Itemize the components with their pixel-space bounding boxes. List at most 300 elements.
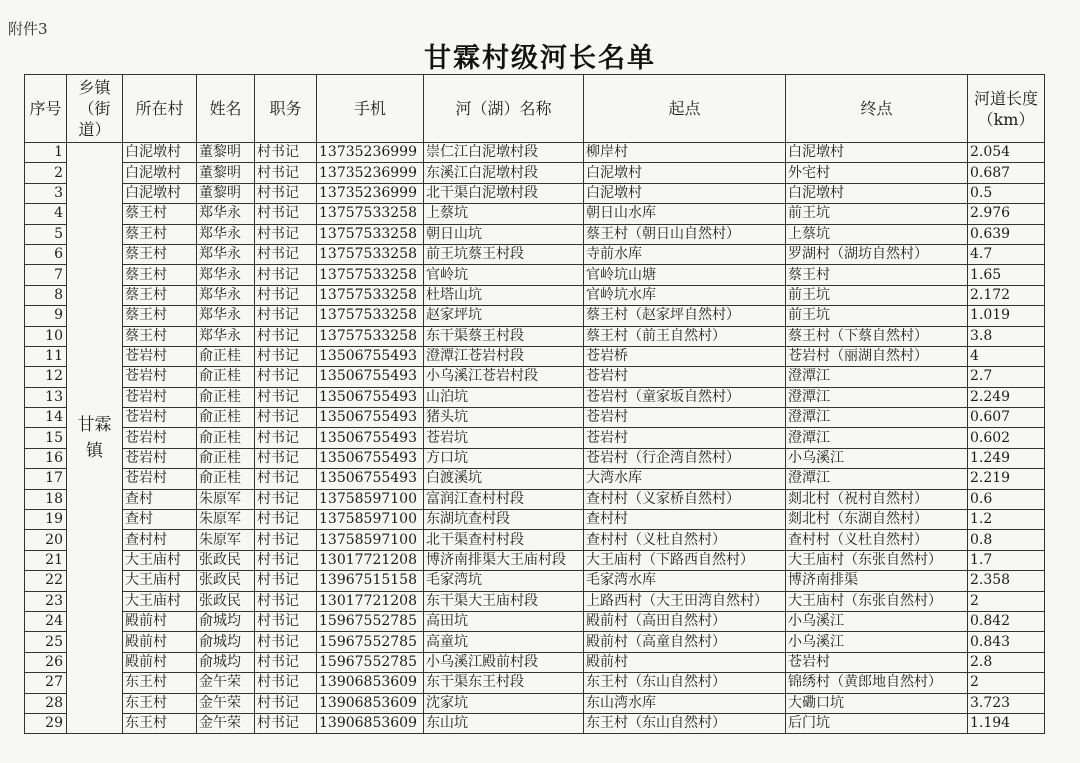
cell-river: 上蔡坑	[424, 204, 584, 224]
cell-seq: 17	[25, 469, 67, 489]
cell-river: 官岭坑	[424, 265, 584, 285]
cell-river: 东湖坑查村段	[424, 510, 584, 530]
cell-name: 朱原军	[197, 489, 255, 509]
cell-position: 村书记	[255, 428, 317, 448]
cell-start: 苍岩村	[584, 428, 786, 448]
cell-start: 上路西村（大王田湾自然村）	[584, 591, 786, 611]
cell-phone: 13758597100	[317, 530, 424, 550]
cell-river: 赵家坪坑	[424, 306, 584, 326]
header-seq: 序号	[25, 75, 67, 143]
cell-start: 苍岩村	[584, 408, 786, 428]
cell-length: 0.842	[968, 611, 1045, 631]
cell-village: 白泥墩村	[123, 163, 197, 183]
cell-length: 0.602	[968, 428, 1045, 448]
cell-position: 村书记	[255, 285, 317, 305]
cell-end: 外宅村	[786, 163, 968, 183]
cell-start: 寺前水库	[584, 244, 786, 264]
cell-end: 大王庙村（东张自然村）	[786, 591, 968, 611]
table-row	[25, 489, 1045, 509]
cell-seq: 29	[25, 713, 67, 733]
table-row	[25, 408, 1045, 428]
table-row	[25, 510, 1045, 530]
cell-position: 村书记	[255, 693, 317, 713]
cell-length: 4.7	[968, 244, 1045, 264]
cell-name: 董黎明	[197, 183, 255, 203]
cell-phone: 13735236999	[317, 143, 424, 163]
cell-start: 柳岸村	[584, 143, 786, 163]
cell-name: 俞城均	[197, 611, 255, 631]
cell-end: 蔡王村	[786, 265, 968, 285]
cell-end: 澄潭江	[786, 469, 968, 489]
cell-village: 蔡王村	[123, 265, 197, 285]
cell-name: 董黎明	[197, 163, 255, 183]
cell-phone: 15967552785	[317, 652, 424, 672]
cell-length: 1.65	[968, 265, 1045, 285]
cell-river: 山泊坑	[424, 387, 584, 407]
cell-name: 郑华永	[197, 265, 255, 285]
cell-name: 郑华永	[197, 224, 255, 244]
cell-start: 查村村（义家桥自然村）	[584, 489, 786, 509]
cell-start: 殿前村（高田自然村）	[584, 611, 786, 631]
header-start: 起点	[584, 75, 786, 143]
cell-phone: 13506755493	[317, 408, 424, 428]
cell-river: 北干渠查村村段	[424, 530, 584, 550]
cell-end: 苍岩村	[786, 652, 968, 672]
cell-position: 村书记	[255, 408, 317, 428]
cell-end: 前王坑	[786, 285, 968, 305]
cell-length: 3.8	[968, 326, 1045, 346]
cell-seq: 5	[25, 224, 67, 244]
cell-start: 毛家湾水库	[584, 571, 786, 591]
cell-end: 上蔡坑	[786, 224, 968, 244]
header-position: 职务	[255, 75, 317, 143]
cell-length: 1.019	[968, 306, 1045, 326]
cell-length: 0.843	[968, 632, 1045, 652]
cell-name: 金午荣	[197, 693, 255, 713]
cell-start: 朝日山水库	[584, 204, 786, 224]
cell-phone: 13757533258	[317, 326, 424, 346]
cell-seq: 1	[25, 143, 67, 163]
cell-name: 俞正桂	[197, 408, 255, 428]
cell-seq: 9	[25, 306, 67, 326]
cell-village: 殿前村	[123, 652, 197, 672]
cell-length: 1.7	[968, 550, 1045, 570]
cell-name: 俞正桂	[197, 448, 255, 468]
cell-seq: 21	[25, 550, 67, 570]
cell-length: 0.607	[968, 408, 1045, 428]
cell-village: 蔡王村	[123, 285, 197, 305]
cell-village: 查村	[123, 510, 197, 530]
table-row	[25, 591, 1045, 611]
cell-name: 朱原军	[197, 510, 255, 530]
cell-seq: 13	[25, 387, 67, 407]
cell-river: 小乌溪江苍岩村段	[424, 367, 584, 387]
table-row	[25, 183, 1045, 203]
cell-length: 1.2	[968, 510, 1045, 530]
cell-end: 澄潭江	[786, 387, 968, 407]
header-river: 河（湖）名称	[424, 75, 584, 143]
cell-phone: 13735236999	[317, 183, 424, 203]
cell-start: 东王村（东山自然村）	[584, 673, 786, 693]
cell-seq: 16	[25, 448, 67, 468]
cell-end: 大磡口坑	[786, 693, 968, 713]
cell-length: 2.249	[968, 387, 1045, 407]
cell-end: 罗湖村（湖坊自然村）	[786, 244, 968, 264]
table-row	[25, 265, 1045, 285]
cell-position: 村书记	[255, 652, 317, 672]
cell-length: 0.6	[968, 489, 1045, 509]
cell-river: 富润江查村村段	[424, 489, 584, 509]
cell-seq: 10	[25, 326, 67, 346]
table-row	[25, 387, 1045, 407]
cell-river: 高田坑	[424, 611, 584, 631]
cell-seq: 22	[25, 571, 67, 591]
cell-end: 剡北村（祝村自然村）	[786, 489, 968, 509]
cell-length: 0.5	[968, 183, 1045, 203]
cell-end: 锦绣村（黄郎地自然村）	[786, 673, 968, 693]
cell-phone: 15967552785	[317, 611, 424, 631]
cell-river: 博济南排渠大王庙村段	[424, 550, 584, 570]
cell-end: 剡北村（东湖自然村）	[786, 510, 968, 530]
cell-seq: 24	[25, 611, 67, 631]
table-row	[25, 244, 1045, 264]
cell-river: 沈家坑	[424, 693, 584, 713]
cell-village: 查村村	[123, 530, 197, 550]
table-row	[25, 448, 1045, 468]
cell-end: 澄潭江	[786, 408, 968, 428]
cell-end: 澄潭江	[786, 367, 968, 387]
cell-village: 蔡王村	[123, 224, 197, 244]
cell-village: 苍岩村	[123, 387, 197, 407]
cell-position: 村书记	[255, 306, 317, 326]
cell-position: 村书记	[255, 469, 317, 489]
cell-position: 村书记	[255, 204, 317, 224]
table-row	[25, 326, 1045, 346]
cell-seq: 23	[25, 591, 67, 611]
cell-phone: 13906853609	[317, 713, 424, 733]
cell-village: 蔡王村	[123, 204, 197, 224]
cell-village: 苍岩村	[123, 428, 197, 448]
cell-position: 村书记	[255, 673, 317, 693]
cell-length: 0.687	[968, 163, 1045, 183]
cell-name: 郑华永	[197, 326, 255, 346]
cell-name: 俞城均	[197, 632, 255, 652]
cell-river: 朝日山坑	[424, 224, 584, 244]
header-length: 河道长度（km）	[968, 75, 1045, 143]
cell-position: 村书记	[255, 244, 317, 264]
cell-phone: 15967552785	[317, 632, 424, 652]
cell-start: 蔡王村（朝日山自然村）	[584, 224, 786, 244]
table-row	[25, 306, 1045, 326]
cell-start: 大王庙村（下路西自然村）	[584, 550, 786, 570]
header-phone: 手机	[317, 75, 424, 143]
cell-length: 2.976	[968, 204, 1045, 224]
cell-river: 小乌溪江殿前村段	[424, 652, 584, 672]
cell-name: 俞正桂	[197, 346, 255, 366]
cell-village: 查村	[123, 489, 197, 509]
cell-seq: 19	[25, 510, 67, 530]
cell-name: 郑华永	[197, 244, 255, 264]
cell-position: 村书记	[255, 510, 317, 530]
cell-phone: 13506755493	[317, 428, 424, 448]
cell-phone: 13735236999	[317, 163, 424, 183]
cell-length: 1.194	[968, 713, 1045, 733]
table-row	[25, 632, 1045, 652]
cell-position: 村书记	[255, 224, 317, 244]
cell-position: 村书记	[255, 387, 317, 407]
cell-end: 小乌溪江	[786, 611, 968, 631]
cell-start: 殿前村（高童自然村）	[584, 632, 786, 652]
cell-phone: 13506755493	[317, 367, 424, 387]
header-town: 乡镇（街道）	[67, 75, 123, 143]
cell-name: 张政民	[197, 591, 255, 611]
cell-length: 1.249	[968, 448, 1045, 468]
cell-length: 2.358	[968, 571, 1045, 591]
cell-start: 殿前村	[584, 652, 786, 672]
cell-position: 村书记	[255, 550, 317, 570]
cell-phone: 13506755493	[317, 387, 424, 407]
cell-phone: 13906853609	[317, 673, 424, 693]
cell-river: 东干渠蔡王村段	[424, 326, 584, 346]
cell-position: 村书记	[255, 265, 317, 285]
table-row	[25, 550, 1045, 570]
river-chief-table	[24, 74, 1045, 734]
cell-length: 2	[968, 591, 1045, 611]
cell-village: 殿前村	[123, 611, 197, 631]
cell-phone: 13017721208	[317, 591, 424, 611]
document-title: 甘霖村级河长名单	[424, 43, 656, 74]
table-row	[25, 673, 1045, 693]
cell-village: 苍岩村	[123, 469, 197, 489]
cell-end: 澄潭江	[786, 428, 968, 448]
cell-seq: 20	[25, 530, 67, 550]
cell-start: 蔡王村（赵家坪自然村）	[584, 306, 786, 326]
table-row	[25, 571, 1045, 591]
cell-seq: 11	[25, 346, 67, 366]
cell-phone: 13757533258	[317, 265, 424, 285]
cell-seq: 4	[25, 204, 67, 224]
cell-village: 东王村	[123, 693, 197, 713]
cell-river: 东溪江白泥墩村段	[424, 163, 584, 183]
header-village: 所在村	[123, 75, 197, 143]
cell-position: 村书记	[255, 183, 317, 203]
cell-start: 苍岩村	[584, 367, 786, 387]
cell-seq: 7	[25, 265, 67, 285]
cell-river: 毛家湾坑	[424, 571, 584, 591]
cell-name: 郑华永	[197, 285, 255, 305]
cell-position: 村书记	[255, 713, 317, 733]
cell-town: 甘霖镇	[67, 143, 123, 734]
cell-start: 东王村（东山自然村）	[584, 713, 786, 733]
cell-phone: 13757533258	[317, 224, 424, 244]
cell-start: 白泥墩村	[584, 183, 786, 203]
table-row	[25, 693, 1045, 713]
cell-start: 苍岩村（行企湾自然村）	[584, 448, 786, 468]
table-header-row	[25, 75, 1045, 143]
cell-village: 苍岩村	[123, 367, 197, 387]
cell-river: 杜塔山坑	[424, 285, 584, 305]
table-row	[25, 713, 1045, 733]
table-row	[25, 367, 1045, 387]
cell-position: 村书记	[255, 448, 317, 468]
cell-seq: 25	[25, 632, 67, 652]
cell-village: 白泥墩村	[123, 143, 197, 163]
cell-river: 东山坑	[424, 713, 584, 733]
cell-phone: 13506755493	[317, 448, 424, 468]
cell-river: 东干渠东王村段	[424, 673, 584, 693]
cell-phone: 13758597100	[317, 489, 424, 509]
cell-name: 张政民	[197, 571, 255, 591]
cell-river: 东干渠大王庙村段	[424, 591, 584, 611]
cell-position: 村书记	[255, 632, 317, 652]
cell-end: 苍岩村（丽湖自然村）	[786, 346, 968, 366]
cell-name: 金午荣	[197, 673, 255, 693]
cell-village: 东王村	[123, 713, 197, 733]
cell-village: 大王庙村	[123, 591, 197, 611]
cell-village: 苍岩村	[123, 346, 197, 366]
cell-start: 蔡王村（前王自然村）	[584, 326, 786, 346]
table-row	[25, 163, 1045, 183]
cell-seq: 6	[25, 244, 67, 264]
cell-river: 北干渠白泥墩村段	[424, 183, 584, 203]
cell-village: 蔡王村	[123, 326, 197, 346]
cell-length: 0.639	[968, 224, 1045, 244]
header-name: 姓名	[197, 75, 255, 143]
cell-seq: 18	[25, 489, 67, 509]
cell-start: 白泥墩村	[584, 163, 786, 183]
cell-river: 高童坑	[424, 632, 584, 652]
cell-seq: 15	[25, 428, 67, 448]
cell-phone: 13906853609	[317, 693, 424, 713]
table-row	[25, 530, 1045, 550]
cell-name: 俞正桂	[197, 367, 255, 387]
cell-seq: 14	[25, 408, 67, 428]
table-row	[25, 469, 1045, 489]
cell-end: 前王坑	[786, 204, 968, 224]
table-row	[25, 143, 1045, 163]
cell-end: 小乌溪江	[786, 448, 968, 468]
cell-name: 朱原军	[197, 530, 255, 550]
cell-position: 村书记	[255, 530, 317, 550]
cell-seq: 28	[25, 693, 67, 713]
cell-name: 俞城均	[197, 652, 255, 672]
cell-village: 白泥墩村	[123, 183, 197, 203]
cell-river: 崇仁江白泥墩村段	[424, 143, 584, 163]
cell-river: 澄潭江苍岩村段	[424, 346, 584, 366]
cell-phone: 13017721208	[317, 550, 424, 570]
cell-river: 前王坑蔡王村段	[424, 244, 584, 264]
cell-phone: 13757533258	[317, 204, 424, 224]
cell-length: 2	[968, 673, 1045, 693]
cell-name: 俞正桂	[197, 387, 255, 407]
cell-village: 东王村	[123, 673, 197, 693]
cell-position: 村书记	[255, 163, 317, 183]
table-row	[25, 204, 1045, 224]
cell-length: 2.172	[968, 285, 1045, 305]
cell-length: 0.8	[968, 530, 1045, 550]
table-body	[25, 143, 1045, 734]
cell-end: 蔡王村（下蔡自然村）	[786, 326, 968, 346]
cell-seq: 26	[25, 652, 67, 672]
cell-village: 蔡王村	[123, 306, 197, 326]
cell-name: 郑华永	[197, 306, 255, 326]
cell-position: 村书记	[255, 611, 317, 631]
cell-village: 苍岩村	[123, 448, 197, 468]
cell-start: 查村村（义杜自然村）	[584, 530, 786, 550]
cell-phone: 13758597100	[317, 510, 424, 530]
cell-position: 村书记	[255, 143, 317, 163]
cell-end: 小乌溪江	[786, 632, 968, 652]
cell-start: 大湾水库	[584, 469, 786, 489]
table-row	[25, 285, 1045, 305]
cell-start: 官岭坑山塘	[584, 265, 786, 285]
cell-end: 大王庙村（东张自然村）	[786, 550, 968, 570]
cell-end: 博济南排渠	[786, 571, 968, 591]
cell-seq: 27	[25, 673, 67, 693]
cell-start: 苍岩村（童家坂自然村）	[584, 387, 786, 407]
cell-end: 前王坑	[786, 306, 968, 326]
cell-seq: 12	[25, 367, 67, 387]
cell-position: 村书记	[255, 346, 317, 366]
cell-start: 官岭坑水库	[584, 285, 786, 305]
cell-end: 白泥墩村	[786, 183, 968, 203]
cell-phone: 13757533258	[317, 306, 424, 326]
cell-river: 方口坑	[424, 448, 584, 468]
cell-village: 大王庙村	[123, 571, 197, 591]
cell-length: 2.219	[968, 469, 1045, 489]
cell-phone: 13506755493	[317, 469, 424, 489]
cell-length: 3.723	[968, 693, 1045, 713]
cell-position: 村书记	[255, 591, 317, 611]
cell-position: 村书记	[255, 571, 317, 591]
cell-length: 2.8	[968, 652, 1045, 672]
header-end: 终点	[786, 75, 968, 143]
cell-village: 苍岩村	[123, 408, 197, 428]
cell-name: 俞正桂	[197, 428, 255, 448]
table-row	[25, 428, 1045, 448]
cell-village: 蔡王村	[123, 244, 197, 264]
cell-seq: 8	[25, 285, 67, 305]
cell-position: 村书记	[255, 489, 317, 509]
cell-phone: 13757533258	[317, 244, 424, 264]
table-row	[25, 224, 1045, 244]
cell-end: 白泥墩村	[786, 143, 968, 163]
cell-phone: 13967515158	[317, 571, 424, 591]
table-row	[25, 346, 1045, 366]
cell-phone: 13757533258	[317, 285, 424, 305]
cell-name: 张政民	[197, 550, 255, 570]
cell-river: 苍岩坑	[424, 428, 584, 448]
attachment-label: 附件3	[8, 20, 48, 38]
cell-river: 猪头坑	[424, 408, 584, 428]
cell-start: 苍岩桥	[584, 346, 786, 366]
cell-village: 大王庙村	[123, 550, 197, 570]
table-row	[25, 611, 1045, 631]
cell-name: 俞正桂	[197, 469, 255, 489]
cell-start: 查村村	[584, 510, 786, 530]
cell-length: 4	[968, 346, 1045, 366]
cell-end: 查村村（义杜自然村）	[786, 530, 968, 550]
cell-seq: 2	[25, 163, 67, 183]
cell-position: 村书记	[255, 326, 317, 346]
cell-phone: 13506755493	[317, 346, 424, 366]
cell-start: 东山湾水库	[584, 693, 786, 713]
cell-name: 董黎明	[197, 143, 255, 163]
cell-name: 金午荣	[197, 713, 255, 733]
cell-village: 殿前村	[123, 632, 197, 652]
cell-end: 后门坑	[786, 713, 968, 733]
cell-seq: 3	[25, 183, 67, 203]
